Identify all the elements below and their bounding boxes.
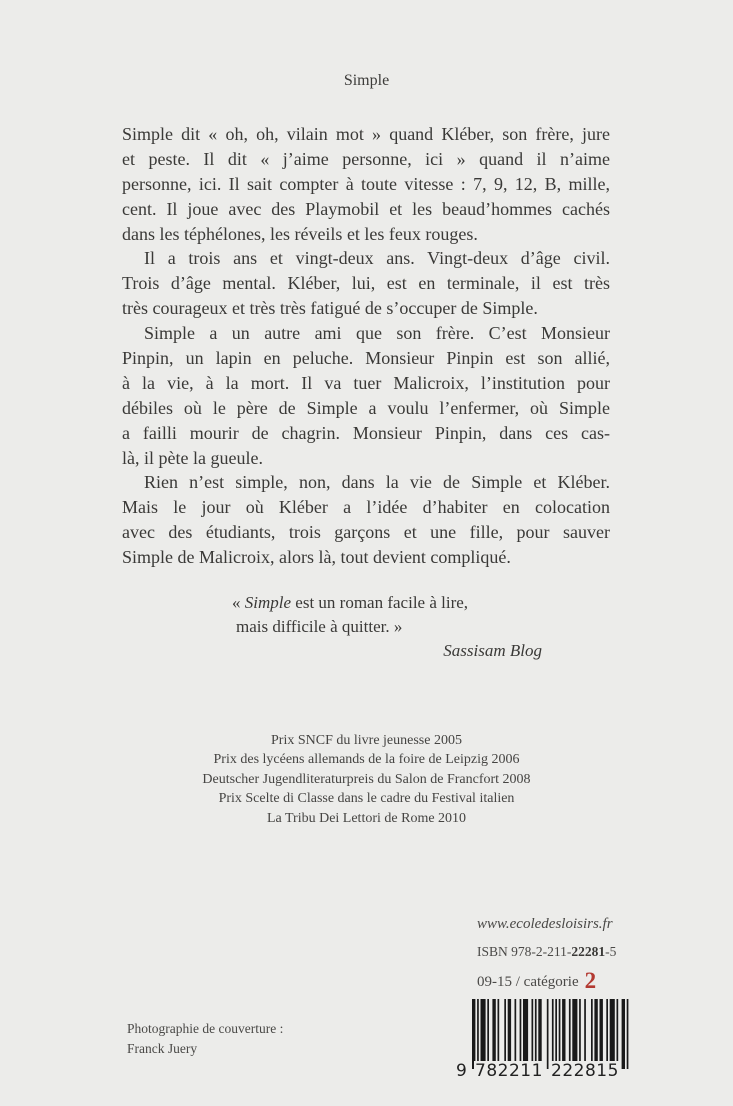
award-item: Prix Scelte di Classe dans le cadre du Festival italien — [218, 791, 515, 807]
quote-line-2: mais difficile à quitter. » — [236, 617, 403, 636]
book-title: Simple — [343, 72, 390, 89]
blurb-line: à la vie, à la mort. Il va tuer Malicroix, l’institution pour — [122, 372, 610, 393]
award-item: Prix des lycéens allemands de la foire de Leipzig 2006 — [213, 752, 520, 768]
category-number: 2 — [584, 968, 597, 993]
blurb-line: très courageux et très très fatigué de s’occuper de Simple. — [122, 298, 538, 319]
photo-credit-name: Franck Juery — [127, 1041, 198, 1056]
age-category — [477, 968, 596, 994]
blurb-line: avec des étudiants, trois garçons et une fille, pour sauver — [122, 522, 610, 543]
quote-source: Sassisam Blog — [443, 641, 542, 660]
blurb-line: Simple dit « oh, oh, vilain mot » quand Kléber, son frère, jure — [122, 124, 610, 144]
awards-list — [0, 731, 733, 828]
blurb-line: Simple a un autre ami que son frère. C’est Monsieur — [144, 323, 610, 344]
quote-book-title: Simple — [244, 593, 292, 612]
blurb-line: Trois d’âge mental. Kléber, lui, est en terminale, il est très — [122, 273, 610, 294]
blurb-line: dans les téphélones, les réveils et les feux rouges. — [122, 223, 478, 244]
book-back-cover: Simple Simple dit « oh, oh, vilain mot » quand Kléber, son frère, jure et peste. Il dit « j’aime personne, ici » quand il n’aime personne, ici. Il sait compter à toute vitesse : 7, 9, 12, B, mille, cent. Il joue avec des Playmobil et les beaud’hommes cachés dans les téphélones, les réveils et les feux rouges. Il a trois ans et vingt-deux ans. Vingt-deux d’âge civil. Trois d’âge mental. Kléber, lui, est en terminale, il est très très courageux et très très fatigué de s’occuper de Simple. Simple a un autre ami que son frère. C’est Monsieur Pinpin, un lapin en peluche. Monsieur Pinpin est son allié, à la vie, à la mort. Il va tuer Malicroix, l’institution pour débiles où le père de Simple a voulu l’enfermer, où Simple a failli mourir de chagrin. Monsieur Pinpin, dans ces cas- là, il pète la gueule. Rien n’est simple, non, dans la vie de Simple et Kléber. Mais le jour où Kléber a l’idée d’habiter en colocation avec des étudiants, trois garçons et une fille, pour sauver Simple de Malicroix, alors là, tout devient compliqué. « Simple est un roman facile à lire, mais difficile à quitter. » Sassisam Blog Prix SNCF du livre jeunesse 2005 Prix des lycéens allemands de la foire de Leipzig 2006 Deutscher Jugendliteraturpreis du Salon de Francfort 2008 Prix Scelte di Classe dans le cadre du Festival italien La Tribu Dei Lettori de Rome 2010 www.ecoledesloisirs.fr ISBN 978-2-211-22281-5 09-15 / catégorie 2 9 782211 222815 Photographie de couverture : Franck Juery — [0, 0, 733, 1106]
publisher-website: www.ecoledesloisirs.fr — [477, 916, 613, 932]
blurb-text — [122, 122, 610, 570]
blurb-line: et peste. Il dit « j’aime personne, ici » quand il n’aime — [122, 148, 610, 169]
blurb-line: cent. Il joue avec des Playmobil et les beaud’hommes cachés — [122, 198, 610, 219]
blurb-line: débiles où le père de Simple a voulu l’enfermer, où Simple — [122, 397, 610, 418]
blurb-line: Il a trois ans et vingt-deux ans. Vingt-deux d’âge civil. — [144, 248, 610, 269]
blurb-line: Simple de Malicroix, alors là, tout devient compliqué. — [122, 547, 511, 568]
blurb-line: Pinpin, un lapin en peluche. Monsieur Pinpin est son allié, — [122, 348, 610, 369]
photo-credit — [127, 1019, 283, 1059]
blurb-line: là, il pète la gueule. — [122, 447, 263, 468]
award-item: Deutscher Jugendliteraturpreis du Salon de Francfort 2008 — [202, 771, 531, 787]
review-quote — [232, 591, 542, 663]
barcode-bars-icon — [456, 999, 632, 1069]
age-range: 09-15 / catégorie — [477, 974, 579, 990]
isbn: ISBN 978-2-211-22281-5 — [477, 944, 617, 959]
blurb-line: personne, ici. Il sait compter à toute vitesse : 7, 9, 12, B, mille, — [122, 173, 610, 194]
award-item: Prix SNCF du livre jeunesse 2005 — [271, 733, 462, 748]
photo-credit-label: Photographie de couverture : — [127, 1021, 284, 1036]
blurb-line: a failli mourir de chagrin. Monsieur Pinpin, dans ces cas- — [122, 422, 610, 443]
quote-line-1: « Simple est un roman facile à lire, — [232, 593, 469, 612]
blurb-line: Mais le jour où Kléber a l’idée d’habiter en colocation — [122, 497, 610, 518]
award-item: La Tribu Dei Lettori de Rome 2010 — [266, 810, 467, 826]
blurb-line: Rien n’est simple, non, dans la vie de Simple et Kléber. — [144, 472, 610, 493]
